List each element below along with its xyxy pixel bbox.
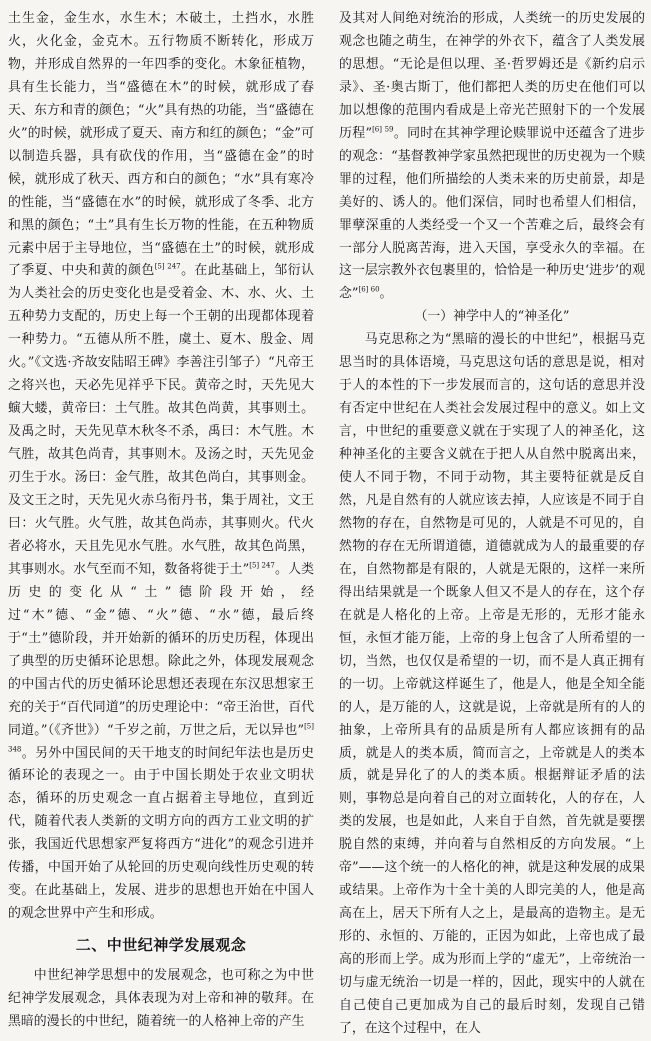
right-paragraph-1-text-b: 。同时在其神学理论赎罪说中还蕴含了进步的观念：“基督教神学家虽然把现世的历史视为一个赎罪的过程，他们所描绘的人类未来的历史前景，却是美好的、诱人的。他们深信，同时也希望人们相信，罪孽深重的人类经受一个又一个苦难之后，最终会有一部分人脱离苦海，进入天国，享受永久的幸福。在这一层宗教外衣包裹里的，恰恰是一种历史‘进步’的观念” xyxy=(339,125,646,302)
citation-ref: [5] 247 xyxy=(154,263,181,272)
left-paragraph-2: 中世纪神学思想中的发展观念，也可称之为中世纪神学发展观念，具体表现为对上帝和神的敬拜。在黑暗的漫长的中世纪，随着统一的人格神上帝的产生 xyxy=(8,968,314,1030)
left-paragraph-1-text-b: 。在此基础上，邹衍认为人类社会的历史变化也是受着金、木、水、火、土五种势力支配的，历史上每一个王朝的出现都体现着一种势力。“五德从所不胜，虞土、夏木、殷金、周火。”《文选·齐故安陆昭王碑》李善注引邹子）“凡帝王之将兴也，天必先见祥乎下民。黄帝之时，天先见大螾大蝼，黄帝曰：土气胜。故其色尚黄，其事则土。及禹之时，天先见草木秋冬不杀，禹曰：木气胜。木气胜，故其色尚青，其事则木。及汤之时，天先见金刃生于水。汤曰：金气胜，故其色尚白，其事则金。及文王之时，天先见火赤乌衔丹书，集于周社，文王曰：火气胜。火气胜，故其色尚赤，其事则火。代火者必将水，天且先见水气胜。水气胜，故其色尚黑，其事则水。水气至而不知，数备将徙于土” xyxy=(8,263,314,577)
left-column xyxy=(8,8,314,1034)
right-paragraph-1 xyxy=(339,8,645,306)
subsection-heading: （一）神学中人的“神圣化” xyxy=(414,309,570,325)
right-paragraph-1-text-c: 。 xyxy=(379,286,393,302)
left-paragraph-1-text-d: 。另外中国民间的天干地支的时间纪年法也是历史循环论的表现之一。由于中国长期处于农业文明状态，循环的历史观念一直占据着主导地位，直到近代，随着代表人类新的文明方向的西方工业文明的扩张，我国近代思想家严复将西方“进化”的观念引进并传播，中国开始了从轮回的历史观向线性历史观的转变。在此基础上，发展、进步的思想也开始在中国人的观念世界中产生和形成。 xyxy=(8,745,314,922)
citation-ref: [5] 247 xyxy=(249,561,275,570)
citation-ref: [5] 348 xyxy=(8,722,314,754)
right-column xyxy=(339,8,645,1041)
right-paragraph-1-text: 及其对人间绝对统治的形成，人类统一的历史发展的观念也随之萌生，在神学的外衣下，蕴含了人类发展的思想。“无论是但以理、圣·哲罗姆还是《新约启示录》、圣·奥古斯丁，他们都把人类的历史在他们可以加以想像的范围内看成是上帝光芒照射下的一个发展历程” xyxy=(339,11,645,141)
right-paragraph-2: 马克思称之为“黑暗的漫长的中世纪”，根据马克思当时的具体语境，马克思这句话的意思是说，相对于人的本性的下一步发展而言的，这句话的意思并没有否定中世纪在人类社会发展过程中的意义。如上文言，中世纪的重要意义就在于实现了人的神圣化，这种神圣化的主要含义就在于把人从自然中脱离出来，使人不同于物，不同于动物，其主要特征就是反自然，凡是自然有的人就应该去掉，人应该是不同于自然物的存在，自然物是可见的，人就是不可见的，自然物的存在无所谓道德，道德就成为人的最重要的存在，自然物都是有限的，人就是无限的，这样一来所得出结果就是一个既象人但又不是人的存在，这个存在就是人格化的上帝。上帝是无形的，无形才能永恒，永恒才能万能，上帝的身上包含了人所希望的一切，当然，也仅仅是希望的一切，而不是人真正拥有的一切。上帝就这样诞生了，他是人，他是全知全能的人，是万能的人，这就是说，上帝就是所有的人的抽象，上帝所具有的品质是所有人都应该拥有的品质，就是人的类本质，简而言之，上帝就是人的类本质，就是异化了的人的类本质。根据辩证矛盾的法则，事物总是向着自己的对立面转化，人的存在，人类的发展，也是如此，人来自于自然，首先就是要摆脱自然的束缚，并向着与自然相反的方向发展。“上帝”——这个统一的人格化的神，就是这种发展的成果或结果。上帝作为十全十美的人即完美的人，他是高高在上，居天下所有人之上，是最高的造物主。是无形的、永恒的、万能的，正因为如此，上帝也成了最高的形而上学。成为形而上学的“虚无”，上帝统治一切与虚无统治一切是一样的，因此，现实中的人就在自己使自己更加成为自己的最后时刻，发现自己错了，在这个过程中，在人 xyxy=(339,332,645,1036)
left-paragraph-1 xyxy=(8,8,314,926)
section-heading: 二、中世纪神学发展观念 xyxy=(75,936,247,955)
left-paragraph-1-text-c: 。人类历史的变化从“土”德阶段开始，经过“木”德、“金”德、“火”德、“水”德，最后终于“土”德阶段，并开始新的循环的历史历程，体现出了典型的历史循环论思想。除此之外，体现发展观念的中国古代的历史循环论思想还表现在东汉思想家王充的关于“百代同道”的历史理论中：“帝王治世，百代同道。”（《齐世》）“千岁之前，万世之后，无以异也” xyxy=(8,561,314,738)
left-paragraph-1-text: 土生金，金生水，水生木；木破土，土挡水，水胜火，火化金，金克木。五行物质不断转化，形成万物，并形成自然界的一年四季的变化。木象征植物，具有生长能力，当“盛德在木”的时候，就形成了春天、东方和青的颜色；“火”具有热的功能，当“盛德在火”的时候，就形成了夏天、南方和红的颜色；“金”可以制造兵器，具有砍伐的作用，当“盛德在金”的时候，就形成了秋天、西方和白的颜色；“水”具有寒冷的性能，当“盛德在水”的时候，就形成了冬季、北方和黑的颜色；“土”具有生长万物的性能，在五种物质元素中居于主导地位，当“盛德在土”的时候，就形成了季夏、中央和黄的颜色 xyxy=(8,11,314,279)
citation-ref: [6] 59 xyxy=(372,125,394,134)
citation-ref: [6] 60 xyxy=(358,286,380,295)
